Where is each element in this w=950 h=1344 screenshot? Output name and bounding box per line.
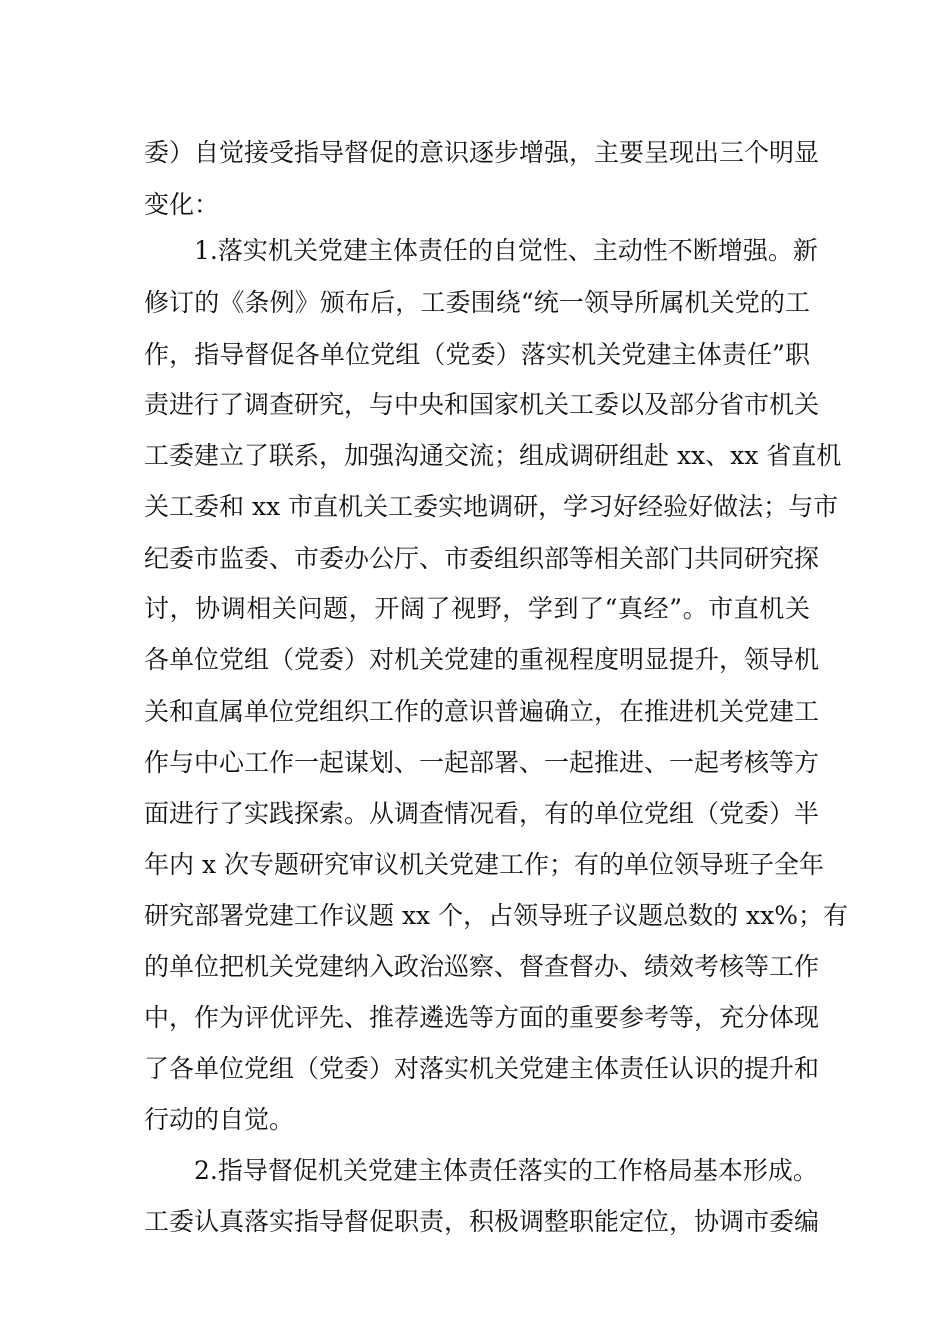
text-line: 了各单位党组（党委）对落实机关党建主体责任认识的提升和: [144, 1054, 820, 1083]
text-line: 纪委市监委、市委办公厅、市委组织部等相关部门共同研究探: [144, 544, 820, 573]
text-line: 关和直属单位党组织工作的意识普遍确立，在推进机关党建工: [144, 697, 820, 726]
text-line: 中，作为评优评先、推荐遴选等方面的重要参考等，充分体现: [144, 1003, 820, 1032]
text-line: 各单位党组（党委）对机关党建的重视程度明显提升，领导机: [144, 645, 820, 674]
text-line: 研究部署党建工作议题 xx 个，占领导班子议题总数的 xx%；有: [144, 901, 848, 930]
text-line: 讨，协调相关问题，开阔了视野，学到了“真经”。市直机关: [144, 594, 810, 623]
text-line: 行动的自觉。: [144, 1105, 295, 1134]
text-line: 1.落实机关党建主体责任的自觉性、主动性不断增强。新: [194, 236, 818, 265]
text-line: 的单位把机关党建纳入政治巡察、督查督办、绩效考核等工作: [144, 952, 820, 981]
text-line: 委）自觉接受指导督促的意识逐步增强，主要呈现出三个明显: [144, 138, 820, 167]
text-line: 年内 x 次专题研究审议机关党建工作；有的单位领导班子全年: [144, 850, 824, 879]
text-line: 工委认真落实指导督促职责，积极调整职能定位，协调市委编: [144, 1207, 820, 1236]
text-line: 面进行了实践探索。从调查情况看，有的单位党组（党委）半: [144, 799, 820, 828]
text-line: 工委建立了联系，加强沟通交流；组成调研组赴 xx、xx 省直机: [144, 441, 842, 470]
text-line: 关工委和 xx 市直机关工委实地调研，学习好经验好做法；与市: [144, 492, 839, 521]
text-line: 作与中心工作一起谋划、一起部署、一起推进、一起考核等方: [144, 748, 820, 777]
text-line: 2.指导督促机关党建主体责任落实的工作格局基本形成。: [194, 1156, 818, 1185]
text-line: 作，指导督促各单位党组（党委）落实机关党建主体责任”职: [144, 340, 810, 369]
text-line: 修订的《条例》颁布后，工委围绕“统一领导所属机关党的工: [144, 288, 810, 317]
text-line: 责进行了调查研究，与中央和国家机关工委以及部分省市机关: [144, 390, 820, 419]
text-line: 变化：: [144, 190, 220, 219]
